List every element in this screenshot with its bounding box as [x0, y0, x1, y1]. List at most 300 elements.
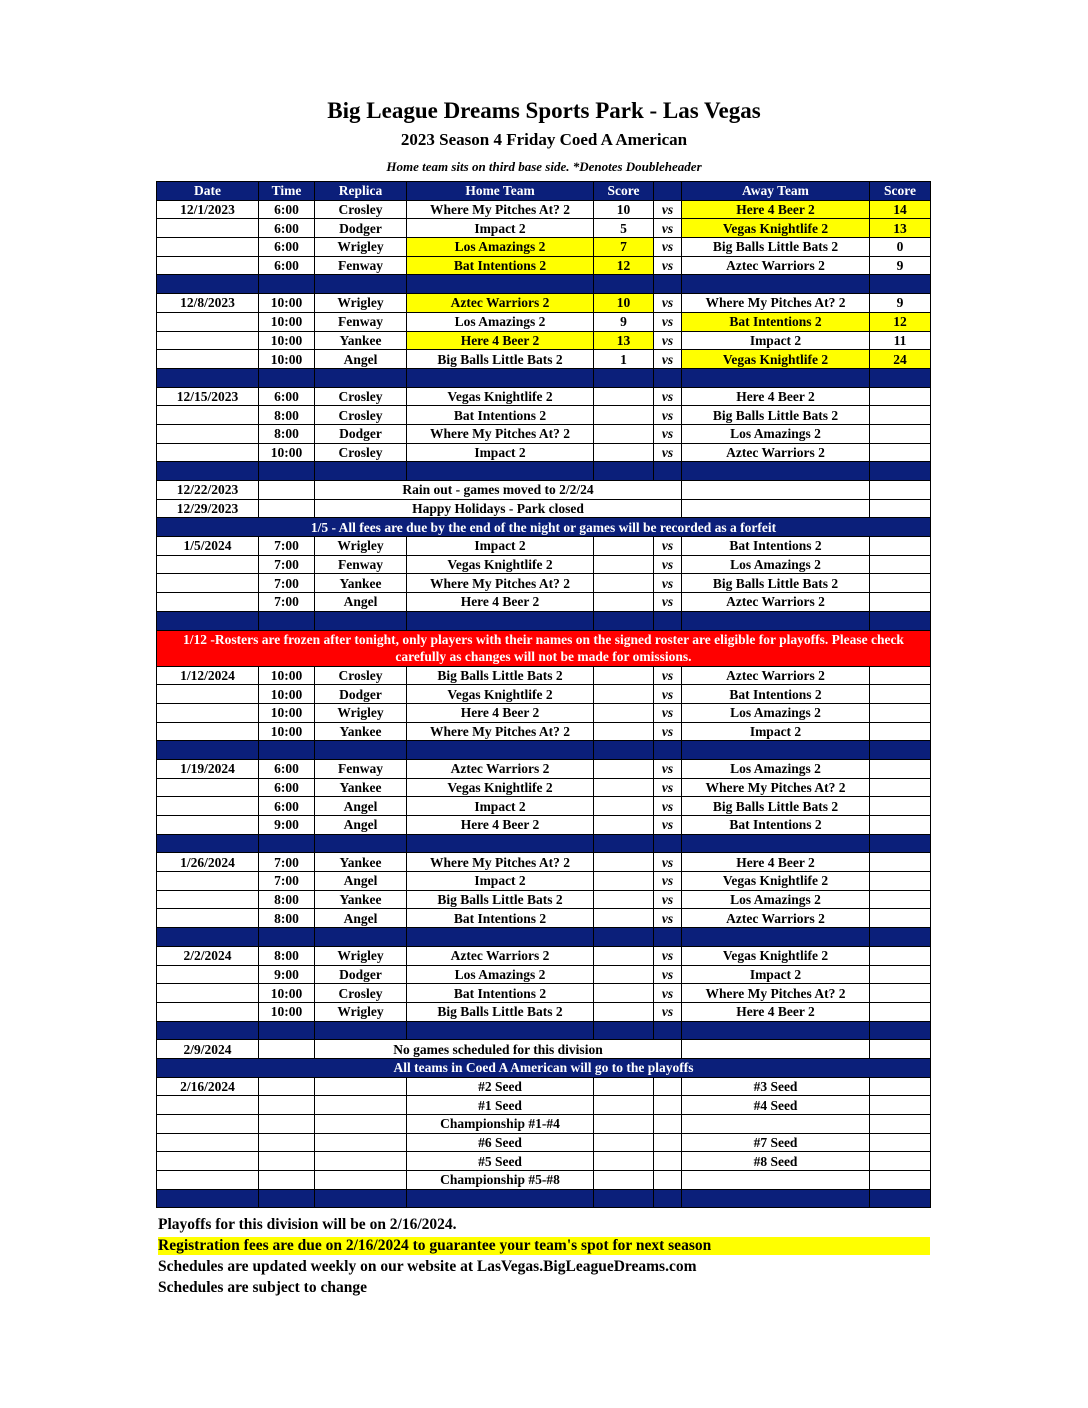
- time-cell: 6:00: [259, 238, 315, 257]
- separator-row: [157, 275, 931, 294]
- separator-cell: [870, 368, 931, 387]
- separator-cell: [157, 928, 259, 947]
- home-team-cell: Big Balls Little Bats 2: [407, 666, 594, 685]
- away-team-cell: Bat Intentions 2: [682, 312, 870, 331]
- away-score-cell: 14: [870, 200, 931, 219]
- date-cell: 2/9/2024: [157, 1040, 259, 1059]
- away-score-cell: [870, 909, 931, 928]
- vs-cell: [654, 1152, 682, 1171]
- home-team-cell: Impact 2: [407, 872, 594, 891]
- separator-cell: [259, 1021, 315, 1040]
- home-team-cell: #1 Seed: [407, 1096, 594, 1115]
- away-team-cell: Vegas Knightlife 2: [682, 350, 870, 369]
- replica-field-cell: [315, 1133, 407, 1152]
- home-team-cell: Aztec Warriors 2: [407, 759, 594, 778]
- away-score-cell: [870, 1152, 931, 1171]
- time-cell: 8:00: [259, 890, 315, 909]
- replica-field-cell: [315, 1171, 407, 1190]
- replica-field-cell: Dodger: [315, 424, 407, 443]
- date-cell: 1/5/2024: [157, 537, 259, 556]
- col-header-away-team: Away Team: [682, 182, 870, 201]
- home-score-cell: [594, 778, 654, 797]
- vs-cell: vs: [654, 778, 682, 797]
- away-team-cell: Los Amazings 2: [682, 555, 870, 574]
- separator-cell: [315, 368, 407, 387]
- game-row: [157, 555, 931, 574]
- table-header-row: [157, 182, 931, 201]
- replica-field-cell: Dodger: [315, 685, 407, 704]
- separator-cell: [157, 1189, 259, 1208]
- separator-cell: [315, 462, 407, 481]
- home-score-cell: [594, 965, 654, 984]
- away-score-cell: 24: [870, 350, 931, 369]
- separator-cell: [654, 275, 682, 294]
- home-team-cell: Here 4 Beer 2: [407, 816, 594, 835]
- separator-cell: [315, 928, 407, 947]
- away-team-cell: Impact 2: [682, 331, 870, 350]
- time-cell: 10:00: [259, 350, 315, 369]
- separator-row: [157, 1189, 931, 1208]
- vs-cell: vs: [654, 722, 682, 741]
- away-score-cell: 0: [870, 238, 931, 257]
- date-cell: 1/12/2024: [157, 666, 259, 685]
- away-score-cell: [870, 816, 931, 835]
- time-cell: 6:00: [259, 219, 315, 238]
- home-team-cell: Where My Pitches At? 2: [407, 200, 594, 219]
- separator-cell: [407, 1021, 594, 1040]
- home-team-cell: Bat Intentions 2: [407, 984, 594, 1003]
- separator-cell: [654, 834, 682, 853]
- date-cell: [157, 890, 259, 909]
- vs-cell: vs: [654, 200, 682, 219]
- away-team-cell: #4 Seed: [682, 1096, 870, 1115]
- away-team-cell: Big Balls Little Bats 2: [682, 238, 870, 257]
- game-row: [157, 1152, 931, 1171]
- away-team-cell: Big Balls Little Bats 2: [682, 797, 870, 816]
- col-header-time: Time: [259, 182, 315, 201]
- vs-cell: vs: [654, 816, 682, 835]
- date-cell: [157, 312, 259, 331]
- home-team-cell: Here 4 Beer 2: [407, 331, 594, 350]
- game-row: [157, 797, 931, 816]
- home-score-cell: [594, 872, 654, 891]
- away-score-cell: [870, 1133, 931, 1152]
- replica-field-cell: Yankee: [315, 890, 407, 909]
- vs-cell: vs: [654, 555, 682, 574]
- date-cell: 12/8/2023: [157, 294, 259, 313]
- separator-cell: [259, 834, 315, 853]
- separator-row: [157, 368, 931, 387]
- separator-cell: [654, 928, 682, 947]
- date-cell: 12/29/2023: [157, 499, 259, 518]
- home-score-cell: [594, 1002, 654, 1021]
- away-score-cell: [870, 555, 931, 574]
- separator-cell: [682, 611, 870, 630]
- away-team-cell: [682, 499, 870, 518]
- separator-cell: [594, 1189, 654, 1208]
- away-score-cell: [870, 685, 931, 704]
- game-row: [157, 685, 931, 704]
- home-score-cell: 1: [594, 350, 654, 369]
- away-score-cell: [870, 759, 931, 778]
- game-row: [157, 387, 931, 406]
- away-score-cell: [870, 537, 931, 556]
- away-score-cell: [870, 797, 931, 816]
- away-score-cell: [870, 1002, 931, 1021]
- away-score-cell: [870, 481, 931, 500]
- replica-field-cell: Fenway: [315, 759, 407, 778]
- date-cell: 1/26/2024: [157, 853, 259, 872]
- vs-cell: vs: [654, 424, 682, 443]
- time-cell: [259, 1115, 315, 1134]
- away-score-cell: [870, 984, 931, 1003]
- roster-alert-text: 1/12 -Rosters are frozen after tonight, only players with their names on the signed roster are eligible for playoffs. Please check carefully as changes will not be made for omissions.: [157, 630, 931, 666]
- away-team-cell: Where My Pitches At? 2: [682, 294, 870, 313]
- time-cell: 7:00: [259, 853, 315, 872]
- time-cell: [259, 1133, 315, 1152]
- separator-cell: [157, 275, 259, 294]
- time-cell: 10:00: [259, 331, 315, 350]
- away-team-cell: Big Balls Little Bats 2: [682, 406, 870, 425]
- away-team-cell: Here 4 Beer 2: [682, 853, 870, 872]
- game-row: [157, 909, 931, 928]
- home-score-cell: [594, 387, 654, 406]
- away-score-cell: [870, 872, 931, 891]
- home-score-cell: [594, 1115, 654, 1134]
- date-cell: 2/16/2024: [157, 1077, 259, 1096]
- away-score-cell: [870, 424, 931, 443]
- time-cell: [259, 1171, 315, 1190]
- game-row: [157, 1096, 931, 1115]
- home-team-cell: Los Amazings 2: [407, 238, 594, 257]
- game-row: [157, 890, 931, 909]
- time-cell: 6:00: [259, 759, 315, 778]
- away-score-cell: [870, 593, 931, 612]
- away-team-cell: Los Amazings 2: [682, 890, 870, 909]
- vs-cell: vs: [654, 574, 682, 593]
- away-team-cell: Vegas Knightlife 2: [682, 219, 870, 238]
- date-cell: 2/2/2024: [157, 946, 259, 965]
- home-score-cell: [594, 984, 654, 1003]
- date-cell: [157, 256, 259, 275]
- time-cell: 6:00: [259, 778, 315, 797]
- home-score-cell: [594, 946, 654, 965]
- footer-registration-note: Registration fees are due on 2/16/2024 to guarantee your team's spot for next season: [158, 1237, 930, 1255]
- date-cell: [157, 797, 259, 816]
- replica-field-cell: Crosley: [315, 443, 407, 462]
- time-cell: 8:00: [259, 424, 315, 443]
- separator-cell: [682, 1189, 870, 1208]
- home-team-cell: Bat Intentions 2: [407, 909, 594, 928]
- away-score-cell: [870, 574, 931, 593]
- replica-field-cell: Fenway: [315, 555, 407, 574]
- home-score-cell: [594, 797, 654, 816]
- vs-cell: vs: [654, 872, 682, 891]
- separator-cell: [315, 1189, 407, 1208]
- home-team-cell: Big Balls Little Bats 2: [407, 1002, 594, 1021]
- vs-cell: vs: [654, 853, 682, 872]
- vs-cell: vs: [654, 703, 682, 722]
- separator-cell: [594, 368, 654, 387]
- home-score-cell: [594, 703, 654, 722]
- away-team-cell: Vegas Knightlife 2: [682, 872, 870, 891]
- separator-cell: [594, 1021, 654, 1040]
- vs-cell: vs: [654, 350, 682, 369]
- vs-cell: vs: [654, 909, 682, 928]
- separator-cell: [682, 368, 870, 387]
- schedule-body: [157, 200, 931, 1208]
- away-team-cell: Impact 2: [682, 722, 870, 741]
- replica-field-cell: [315, 1077, 407, 1096]
- notice-row: [157, 1058, 931, 1077]
- away-team-cell: #3 Seed: [682, 1077, 870, 1096]
- time-cell: 7:00: [259, 537, 315, 556]
- game-row: [157, 666, 931, 685]
- game-row: [157, 294, 931, 313]
- away-team-cell: Bat Intentions 2: [682, 685, 870, 704]
- time-cell: 7:00: [259, 593, 315, 612]
- replica-field-cell: [315, 1096, 407, 1115]
- away-team-cell: Big Balls Little Bats 2: [682, 574, 870, 593]
- vs-cell: vs: [654, 965, 682, 984]
- away-team-cell: Aztec Warriors 2: [682, 593, 870, 612]
- away-team-cell: Here 4 Beer 2: [682, 1002, 870, 1021]
- message-row: [157, 481, 931, 500]
- away-score-cell: [870, 722, 931, 741]
- date-cell: [157, 685, 259, 704]
- replica-field-cell: Angel: [315, 816, 407, 835]
- separator-cell: [157, 368, 259, 387]
- separator-cell: [682, 462, 870, 481]
- away-score-cell: [870, 1115, 931, 1134]
- date-cell: [157, 965, 259, 984]
- separator-cell: [682, 1021, 870, 1040]
- home-team-cell: Championship #1-#4: [407, 1115, 594, 1134]
- date-cell: [157, 778, 259, 797]
- replica-field-cell: Angel: [315, 872, 407, 891]
- replica-field-cell: Crosley: [315, 200, 407, 219]
- replica-field-cell: Wrigley: [315, 1002, 407, 1021]
- game-row: [157, 219, 931, 238]
- separator-cell: [157, 611, 259, 630]
- vs-cell: vs: [654, 331, 682, 350]
- footer-change-note: Schedules are subject to change: [158, 1279, 367, 1296]
- notice-text: All teams in Coed A American will go to the playoffs: [157, 1058, 931, 1077]
- time-cell: 6:00: [259, 387, 315, 406]
- separator-cell: [315, 834, 407, 853]
- away-score-cell: [870, 778, 931, 797]
- game-row: [157, 574, 931, 593]
- away-score-cell: 12: [870, 312, 931, 331]
- date-cell: [157, 1133, 259, 1152]
- vs-cell: vs: [654, 219, 682, 238]
- game-row: [157, 872, 931, 891]
- home-team-cell: Here 4 Beer 2: [407, 593, 594, 612]
- game-row: [157, 984, 931, 1003]
- separator-cell: [594, 834, 654, 853]
- home-score-cell: [594, 1152, 654, 1171]
- roster-alert-row: [157, 630, 931, 666]
- home-team-cell: Vegas Knightlife 2: [407, 387, 594, 406]
- vs-cell: [654, 1115, 682, 1134]
- away-team-cell: Vegas Knightlife 2: [682, 946, 870, 965]
- replica-field-cell: Crosley: [315, 406, 407, 425]
- date-cell: [157, 406, 259, 425]
- replica-field-cell: Wrigley: [315, 294, 407, 313]
- home-team-cell: Bat Intentions 2: [407, 256, 594, 275]
- separator-cell: [594, 741, 654, 760]
- home-team-cell: Vegas Knightlife 2: [407, 555, 594, 574]
- separator-cell: [654, 1021, 682, 1040]
- vs-cell: vs: [654, 387, 682, 406]
- home-team-cell: Impact 2: [407, 537, 594, 556]
- game-row: [157, 424, 931, 443]
- away-team-cell: Aztec Warriors 2: [682, 666, 870, 685]
- replica-field-cell: Angel: [315, 593, 407, 612]
- notice-row: [157, 518, 931, 537]
- time-cell: [259, 481, 315, 500]
- date-cell: [157, 909, 259, 928]
- date-cell: [157, 1171, 259, 1190]
- home-score-cell: [594, 909, 654, 928]
- game-row: [157, 593, 931, 612]
- home-team-cell: Championship #5-#8: [407, 1171, 594, 1190]
- message-row: [157, 499, 931, 518]
- game-row: [157, 1171, 931, 1190]
- time-cell: 6:00: [259, 200, 315, 219]
- home-score-cell: [594, 406, 654, 425]
- vs-cell: vs: [654, 890, 682, 909]
- date-cell: 12/22/2023: [157, 481, 259, 500]
- date-cell: [157, 219, 259, 238]
- time-cell: 10:00: [259, 984, 315, 1003]
- away-score-cell: [870, 965, 931, 984]
- game-row: [157, 1002, 931, 1021]
- home-team-cell: Here 4 Beer 2: [407, 703, 594, 722]
- away-score-cell: 9: [870, 294, 931, 313]
- date-cell: [157, 424, 259, 443]
- vs-cell: vs: [654, 797, 682, 816]
- game-row: [157, 443, 931, 462]
- vs-cell: vs: [654, 1002, 682, 1021]
- date-cell: [157, 722, 259, 741]
- game-row: [157, 406, 931, 425]
- home-score-cell: [594, 853, 654, 872]
- game-row: [157, 350, 931, 369]
- home-team-cell: Bat Intentions 2: [407, 406, 594, 425]
- vs-cell: vs: [654, 946, 682, 965]
- time-cell: 7:00: [259, 574, 315, 593]
- date-cell: [157, 1096, 259, 1115]
- home-team-cell: Vegas Knightlife 2: [407, 778, 594, 797]
- game-row: [157, 778, 931, 797]
- game-row: [157, 1077, 931, 1096]
- home-team-note: Home team sits on third base side. *Denotes Doubleheader: [386, 159, 702, 174]
- replica-field-cell: Wrigley: [315, 238, 407, 257]
- separator-cell: [157, 741, 259, 760]
- away-score-cell: 9: [870, 256, 931, 275]
- separator-cell: [315, 611, 407, 630]
- home-score-cell: [594, 424, 654, 443]
- separator-cell: [157, 1021, 259, 1040]
- game-row: [157, 238, 931, 257]
- home-team-cell: Aztec Warriors 2: [407, 294, 594, 313]
- replica-field-cell: Wrigley: [315, 537, 407, 556]
- home-score-cell: [594, 1077, 654, 1096]
- away-score-cell: [870, 890, 931, 909]
- time-cell: [259, 1152, 315, 1171]
- separator-row: [157, 462, 931, 481]
- away-score-cell: [870, 1077, 931, 1096]
- home-score-cell: [594, 1171, 654, 1190]
- date-cell: [157, 1115, 259, 1134]
- time-cell: 10:00: [259, 294, 315, 313]
- separator-cell: [407, 834, 594, 853]
- separator-cell: [157, 462, 259, 481]
- date-cell: [157, 443, 259, 462]
- away-team-cell: Los Amazings 2: [682, 703, 870, 722]
- vs-cell: [654, 1133, 682, 1152]
- home-score-cell: [594, 685, 654, 704]
- home-team-cell: Los Amazings 2: [407, 965, 594, 984]
- replica-field-cell: Yankee: [315, 722, 407, 741]
- separator-cell: [682, 834, 870, 853]
- date-cell: [157, 1152, 259, 1171]
- away-score-cell: [870, 1171, 931, 1190]
- vs-cell: vs: [654, 759, 682, 778]
- replica-field-cell: Dodger: [315, 219, 407, 238]
- separator-cell: [870, 462, 931, 481]
- time-cell: 10:00: [259, 443, 315, 462]
- away-team-cell: Aztec Warriors 2: [682, 909, 870, 928]
- separator-cell: [407, 928, 594, 947]
- separator-cell: [259, 928, 315, 947]
- replica-field-cell: Angel: [315, 350, 407, 369]
- away-team-cell: [682, 1040, 870, 1059]
- away-score-cell: [870, 499, 931, 518]
- time-cell: [259, 499, 315, 518]
- home-score-cell: 9: [594, 312, 654, 331]
- date-cell: 1/19/2024: [157, 759, 259, 778]
- game-row: [157, 703, 931, 722]
- vs-cell: vs: [654, 312, 682, 331]
- date-cell: [157, 574, 259, 593]
- replica-field-cell: Wrigley: [315, 703, 407, 722]
- vs-cell: [654, 1171, 682, 1190]
- away-score-cell: [870, 703, 931, 722]
- away-score-cell: [870, 387, 931, 406]
- home-score-cell: [594, 722, 654, 741]
- footer-website-note: Schedules are updated weekly on our website at LasVegas.BigLeagueDreams.com: [158, 1258, 697, 1275]
- time-cell: 8:00: [259, 406, 315, 425]
- game-row: [157, 312, 931, 331]
- separator-cell: [594, 275, 654, 294]
- col-header-home-team: Home Team: [407, 182, 594, 201]
- replica-field-cell: Yankee: [315, 331, 407, 350]
- away-score-cell: [870, 443, 931, 462]
- date-cell: [157, 872, 259, 891]
- time-cell: 8:00: [259, 909, 315, 928]
- vs-cell: vs: [654, 256, 682, 275]
- home-team-cell: Los Amazings 2: [407, 312, 594, 331]
- home-score-cell: [594, 574, 654, 593]
- replica-field-cell: [315, 1115, 407, 1134]
- replica-field-cell: Yankee: [315, 778, 407, 797]
- time-cell: [259, 1077, 315, 1096]
- game-row: [157, 722, 931, 741]
- vs-cell: vs: [654, 984, 682, 1003]
- vs-cell: [654, 1096, 682, 1115]
